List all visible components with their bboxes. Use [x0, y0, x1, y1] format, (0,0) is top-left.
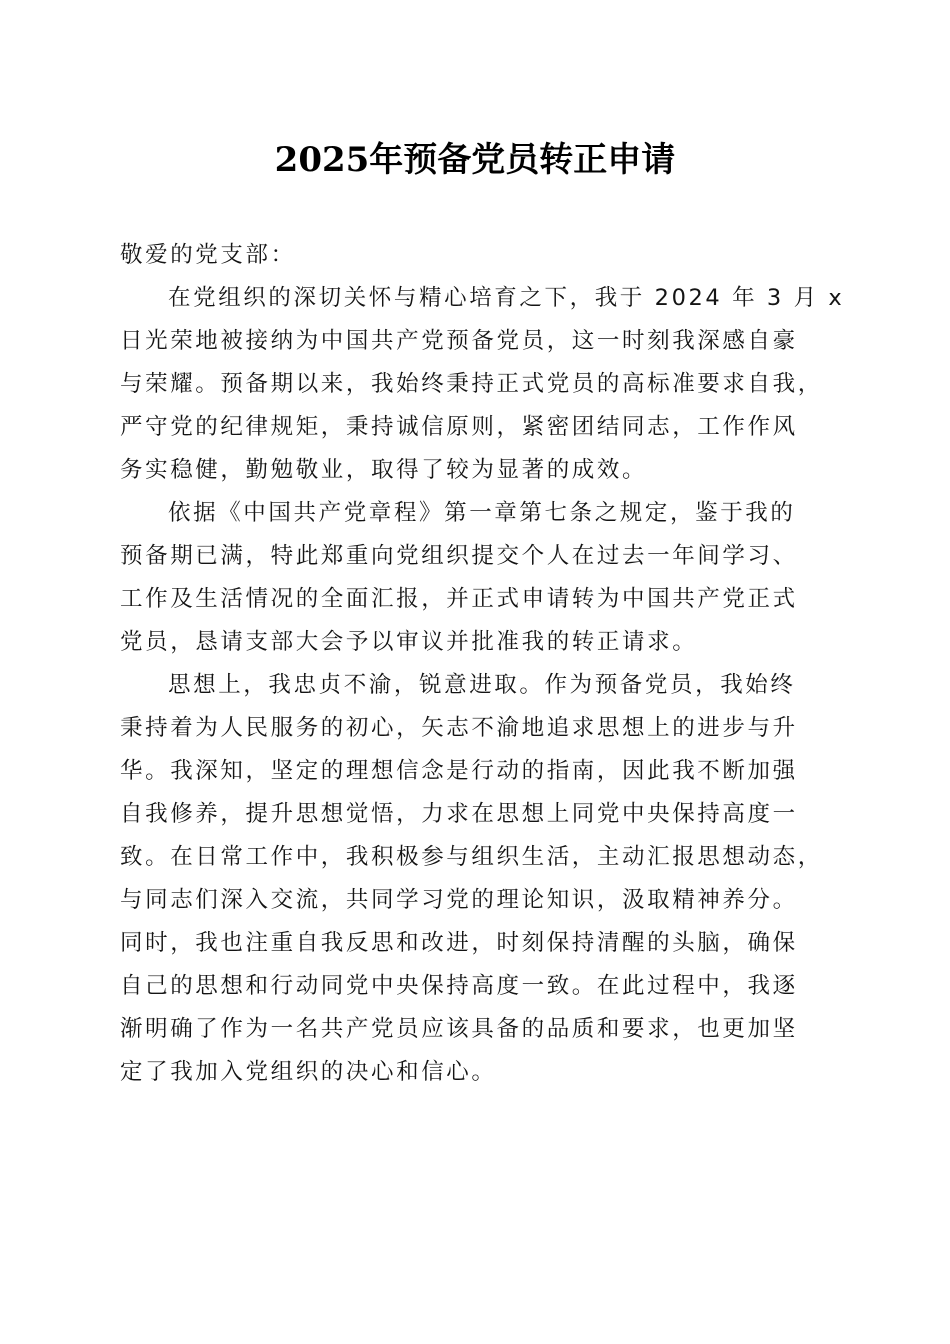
paragraph-line: 与荣耀。预备期以来，我始终秉持正式党员的高标准要求自我， [120, 371, 823, 397]
salutation: 敬爱的党支部： [120, 242, 296, 268]
paragraph-line: 秉持着为人民服务的初心，矢志不渝地追求思想上的进步与升 [120, 715, 798, 741]
paragraph-line: 同时，我也注重自我反思和改进，时刻保持清醒的头脑，确保 [120, 930, 798, 956]
paragraph-3 [120, 664, 840, 1094]
paragraph-line: 依据《中国共产党章程》第一章第七条之规定，鉴于我的 [168, 500, 796, 526]
paragraph-line: 自己的思想和行动同党中央保持高度一致。在此过程中，我逐 [120, 973, 798, 999]
paragraph-line: 工作及生活情况的全面汇报，并正式申请转为中国共产党正式 [120, 586, 798, 612]
document-title: 2025年预备党员转正申请 [274, 140, 676, 180]
paragraph-line: 预备期已满，特此郑重向党组织提交个人在过去一年间学习、 [120, 543, 798, 569]
paragraph-line: 党员，恳请支部大会予以审议并批准我的转正请求。 [120, 629, 698, 655]
paragraph-line: 思想上，我忠贞不渝，锐意进取。作为预备党员，我始终 [168, 672, 796, 698]
paragraph-line: 日光荣地被接纳为中国共产党预备党员，这一时刻我深感自豪 [120, 328, 798, 354]
paragraph-2 [120, 492, 840, 664]
paragraph-line: 严守党的纪律规矩，秉持诚信原则，紧密团结同志，工作作风 [120, 414, 798, 440]
paragraph-line: 在党组织的深切关怀与精心培育之下，我于 2024 年 3 月 x [168, 285, 845, 311]
document-body [120, 234, 845, 1094]
paragraph-line: 致。在日常工作中，我积极参与组织生活，主动汇报思想动态， [120, 844, 823, 870]
paragraph-1 [120, 277, 845, 492]
paragraph-line: 自我修养，提升思想觉悟，力求在思想上同党中央保持高度一 [120, 801, 798, 827]
paragraph-line: 渐明确了作为一名共产党员应该具备的品质和要求，也更加坚 [120, 1016, 798, 1042]
paragraph-line: 定了我加入党组织的决心和信心。 [120, 1059, 497, 1085]
paragraph-line: 务实稳健，勤勉敬业，取得了较为显著的成效。 [120, 457, 648, 483]
paragraph-line: 与同志们深入交流，共同学习党的理论知识，汲取精神养分。 [120, 887, 798, 913]
paragraph-line: 华。我深知，坚定的理想信念是行动的指南，因此我不断加强 [120, 758, 798, 784]
